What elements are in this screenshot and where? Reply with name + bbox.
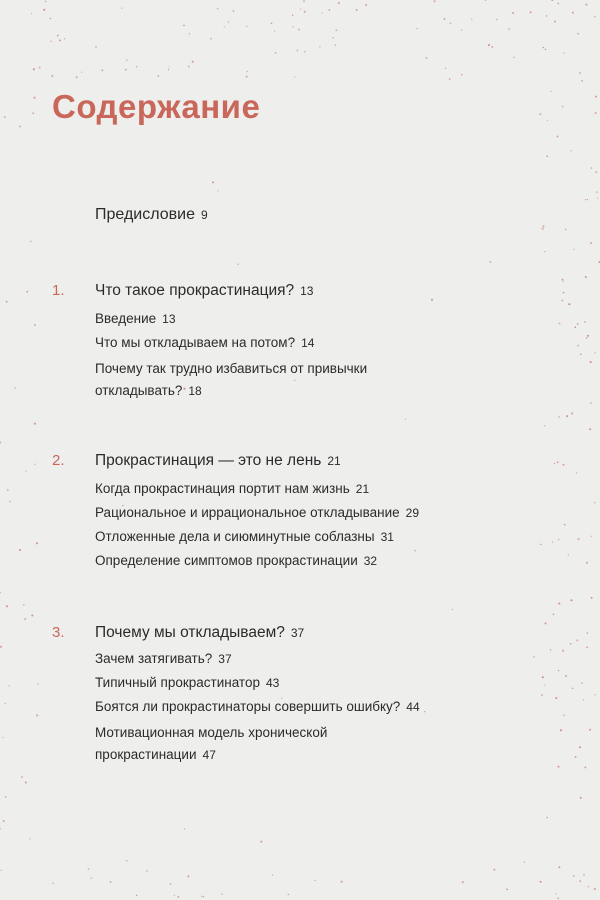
section-label: Рациональное и иррациональное откладывание	[95, 505, 400, 520]
section-page-number: 18	[188, 384, 202, 398]
preface-label: Предисловие	[95, 206, 195, 223]
chapter-number: 3.	[52, 624, 65, 641]
section-entry[interactable]	[95, 358, 425, 402]
page-title: Содержание	[52, 88, 261, 125]
chapter-page-number: 21	[327, 454, 341, 468]
section-page-number: 14	[301, 336, 315, 350]
chapter-title-label: Почему мы откладываем?	[95, 624, 285, 641]
section-page-number: 43	[265, 676, 280, 690]
section-label: Что мы откладываем на потом?	[95, 335, 296, 350]
section-label: Введение	[95, 311, 157, 326]
section-label: Почему так трудно избавиться от привычки откладывать?	[95, 361, 368, 398]
chapter-page-number: 37	[290, 626, 305, 640]
chapter-title[interactable]	[95, 282, 313, 300]
chapter-title-label: Что такое прокрастинация?	[95, 282, 295, 299]
chapter-title[interactable]	[95, 452, 341, 470]
section-page-number: 47	[202, 748, 216, 762]
section-label: Когда прокрастинация портит нам жизнь	[95, 481, 350, 496]
section-label: Зачем затягивать?	[95, 651, 213, 666]
section-entry[interactable]	[95, 478, 515, 500]
section-entry[interactable]	[95, 332, 515, 354]
section-label: Типичный прокрастинатор	[95, 675, 260, 690]
section-label: Боятся ли прокрастинаторы совершить ошибку?	[95, 699, 401, 714]
section-page-number: 32	[363, 554, 378, 568]
section-page-number: 31	[380, 530, 394, 544]
section-entry[interactable]	[95, 696, 515, 718]
section-label: Мотивационная модель хронической прокрастинации	[95, 725, 328, 762]
chapter-page-number: 13	[300, 284, 314, 298]
section-entry[interactable]	[95, 648, 515, 670]
section-page-number: 21	[355, 482, 370, 496]
section-entry[interactable]	[95, 722, 355, 766]
chapter-number: 1.	[52, 282, 65, 299]
section-page-number: 37	[218, 652, 232, 666]
section-entry[interactable]	[95, 308, 515, 330]
section-page-number: 29	[405, 506, 419, 520]
section-entry[interactable]	[95, 550, 515, 572]
section-entry[interactable]	[95, 672, 515, 694]
preface-page-number: 9	[200, 208, 208, 222]
chapter-title[interactable]	[95, 624, 304, 642]
section-entry[interactable]	[95, 502, 515, 524]
section-page-number: 13	[162, 312, 176, 326]
section-entry[interactable]	[95, 526, 515, 548]
preface-entry[interactable]	[95, 206, 208, 224]
chapter-title-label: Прокрастинация — это не лень	[95, 452, 322, 469]
section-page-number: 44	[406, 700, 420, 714]
chapter-number: 2.	[52, 452, 65, 469]
section-label: Отложенные дела и сиюминутные соблазны	[95, 529, 375, 544]
section-label: Определение симптомов прокрастинации	[95, 553, 358, 568]
